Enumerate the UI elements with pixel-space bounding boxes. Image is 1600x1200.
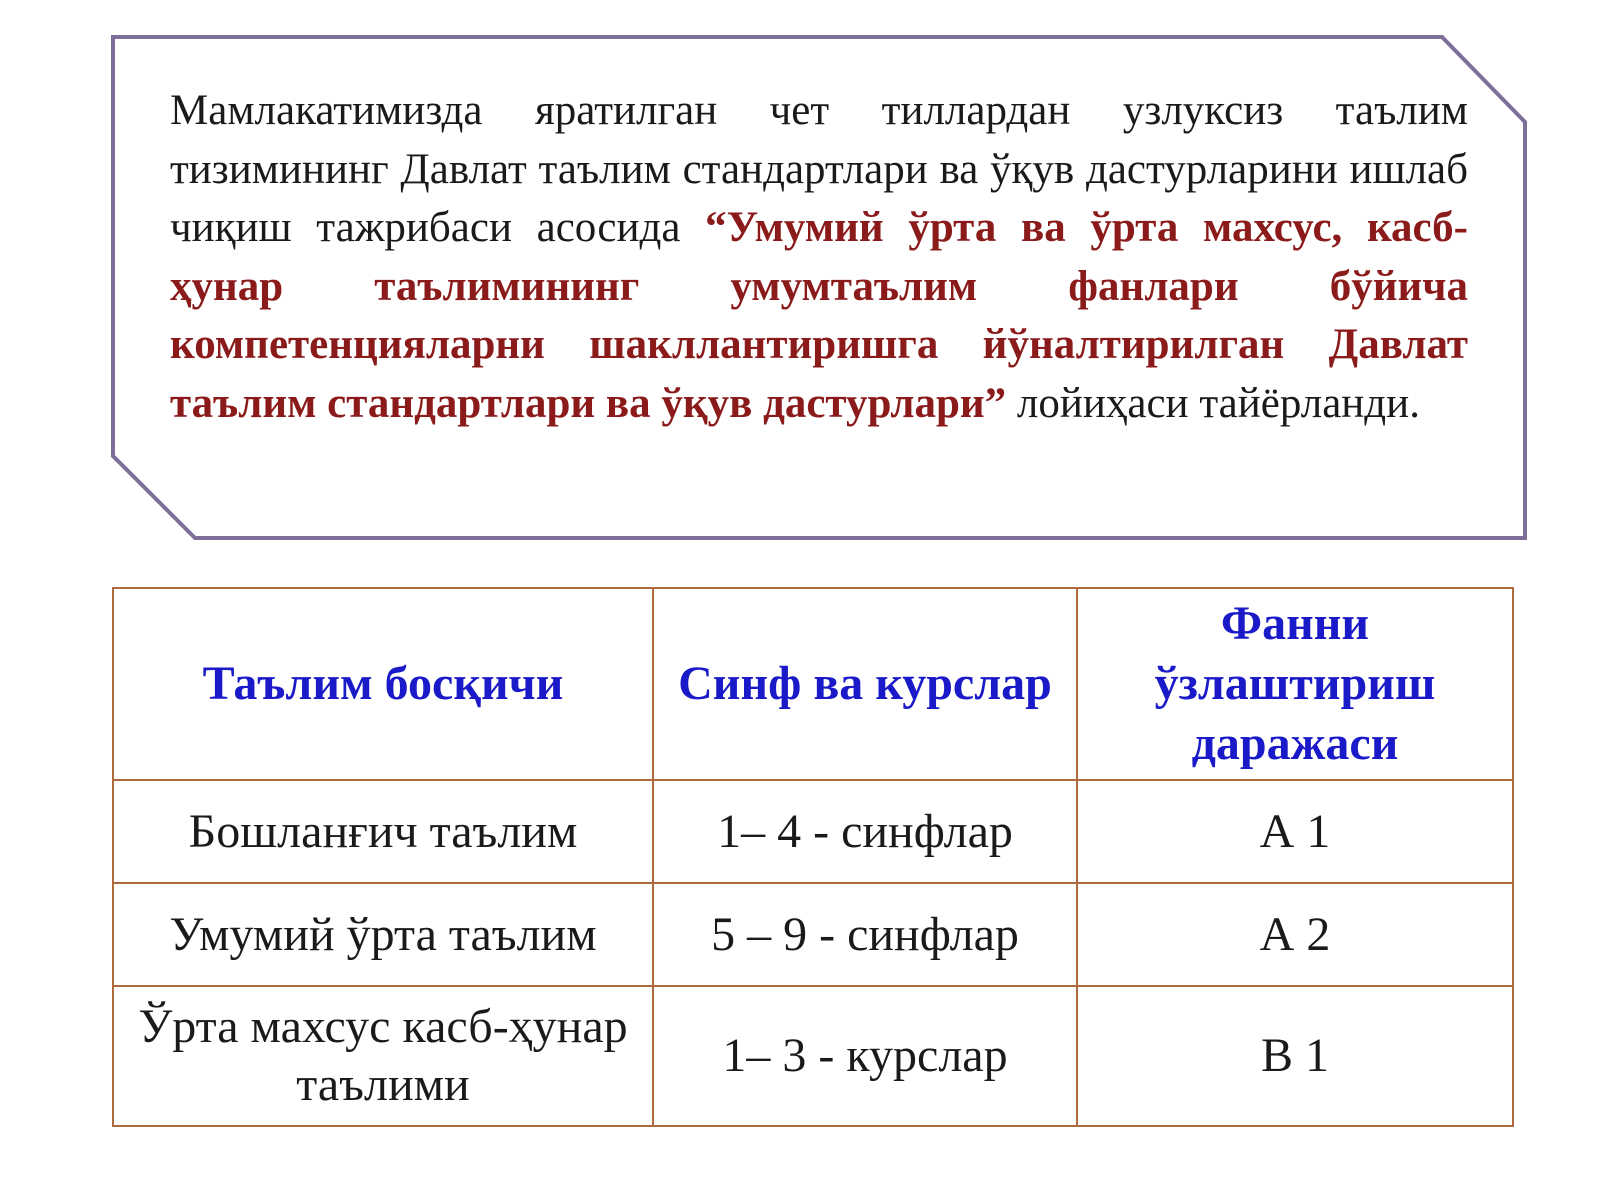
header-grades-courses: Синф ва курслар bbox=[653, 588, 1077, 780]
table-cell-level: В 1 bbox=[1077, 986, 1513, 1126]
table-cell-grades: 5 – 9 - синфлар bbox=[653, 883, 1077, 986]
table-cell-stage: Ўрта махсус касб-ҳунар таълими bbox=[113, 986, 653, 1126]
table-row bbox=[113, 780, 1513, 883]
table-cell-grades: 1– 4 - синфлар bbox=[653, 780, 1077, 883]
table-cell-grades: 1– 3 - курслар bbox=[653, 986, 1077, 1126]
table-cell-stage: Умумий ўрта таълим bbox=[113, 883, 653, 986]
table-cell-stage: Бошланғич таълим bbox=[113, 780, 653, 883]
intro-paragraph bbox=[170, 82, 1468, 433]
table-cell-level: А 1 bbox=[1077, 780, 1513, 883]
education-levels-table bbox=[112, 587, 1514, 1127]
table-row bbox=[113, 883, 1513, 986]
table-row bbox=[113, 986, 1513, 1126]
table-header-row bbox=[113, 588, 1513, 780]
intro-highlight-title: “Умумий ўрта ва ўрта махсус, касб-ҳунар таълимининг умумтаълим фанлари бўйича компетенцияларни шакллантиришга йўналтирилган Давлат таълим стандартлари ва ўқув дастурлари” bbox=[170, 204, 1468, 427]
table-cell-level: А 2 bbox=[1077, 883, 1513, 986]
header-mastery-level: Фанни ўзлаштириш даражаси bbox=[1077, 588, 1513, 780]
header-education-stage: Таълим босқичи bbox=[113, 588, 653, 780]
intro-text-after: лойиҳаси тайёрланди. bbox=[1006, 379, 1420, 427]
intro-text-before: Мамлакатимизда яратилган чет тиллардан узлуксиз таълим тизимининг Давлат таълим стандартлари ва ўқув дастурларини ишлаб чиқиш тажрибаси асосида bbox=[170, 87, 1468, 251]
